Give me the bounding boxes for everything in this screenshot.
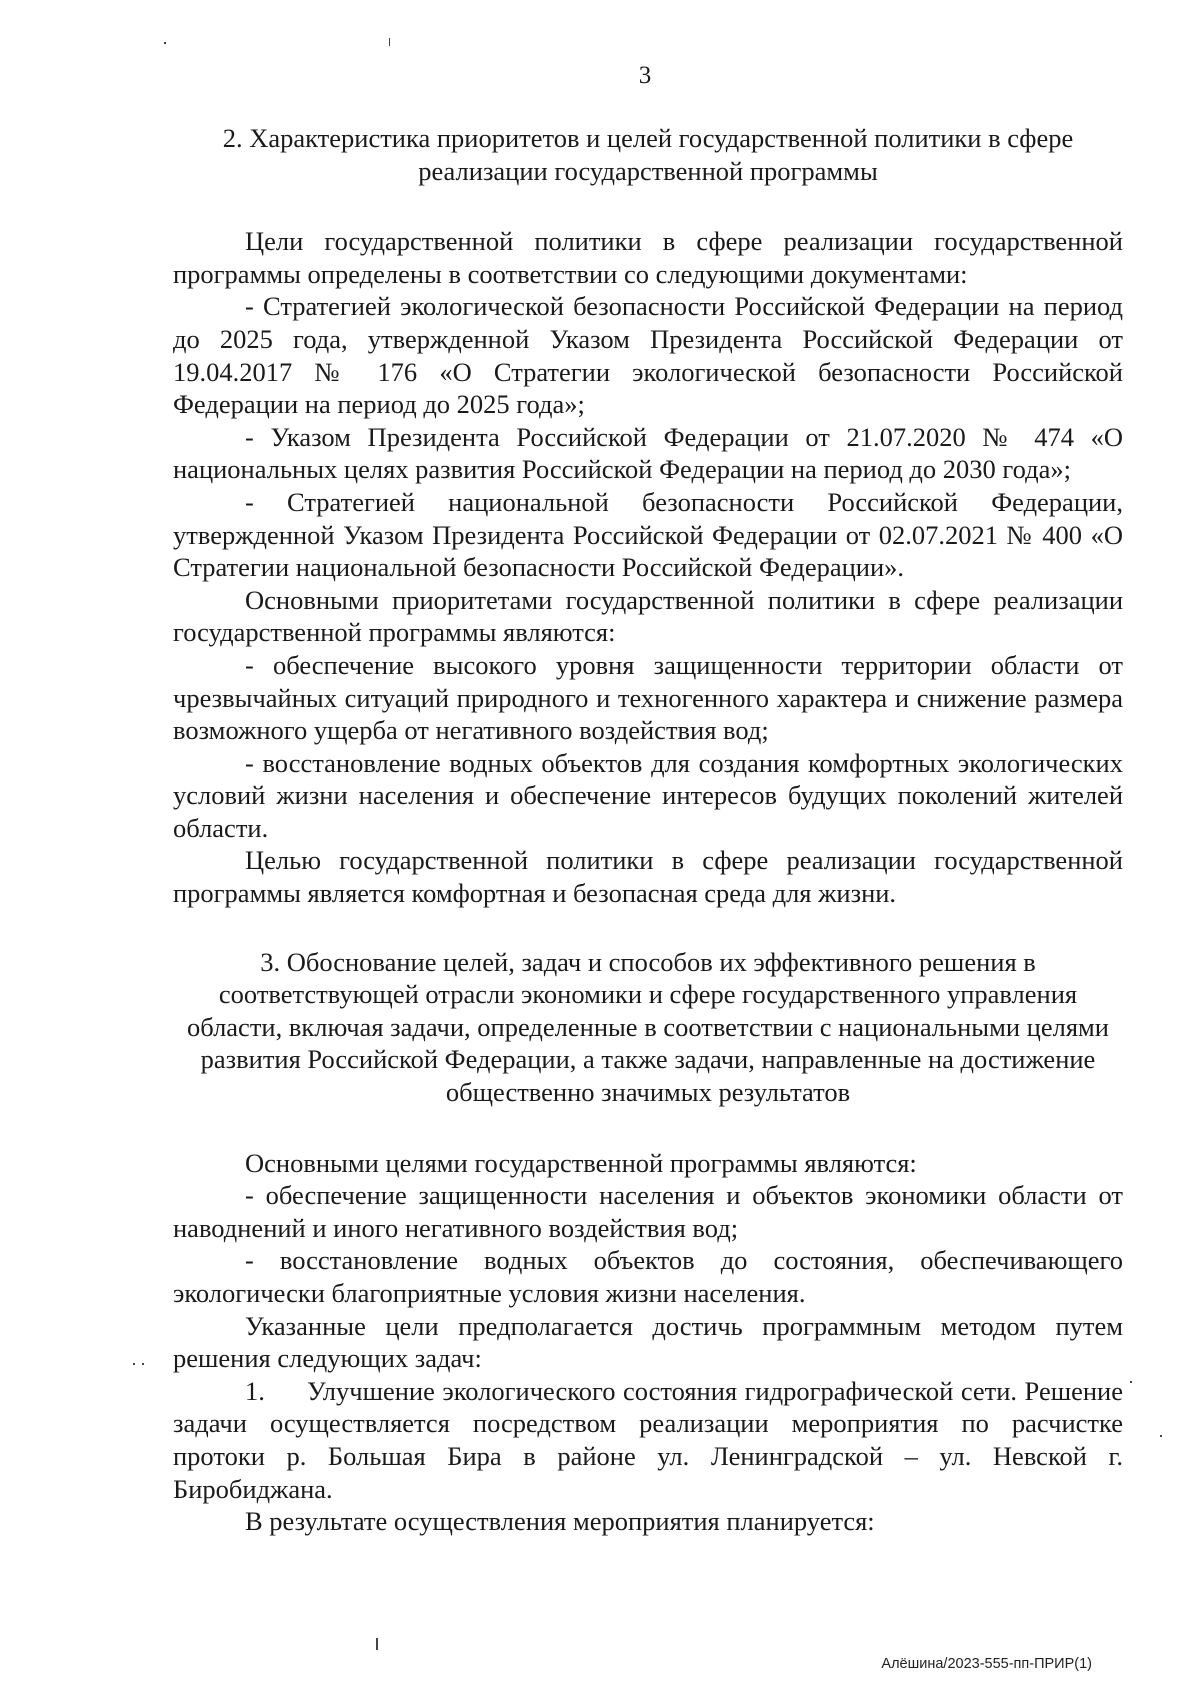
document-body [173, 122, 1123, 1538]
paragraph: Указанные цели предполагается достичь программным методом путем решения следующих задач: [173, 1310, 1123, 1374]
page-number: 3 [638, 62, 652, 89]
list-item: - обеспечение защищенности населения и объектов экономики области от наводнений и иного негативного воздействия вод; [173, 1180, 1123, 1243]
list-item: - Стратегией национальной безопасности Российской Федерации, утвержденной Указом Президента Российской Федерации от 02.07.2021 № 400 «О Стратегии национальной безопасности Российской Федерации». [173, 486, 1123, 583]
list-item: - Указом Президента Российской Федерации от 21.07.2020 № 474 «О национальных целях развития Российской Федерации на период до 2030 года»; [173, 421, 1123, 485]
scan-speck [376, 1638, 378, 1650]
scan-speck [142, 1363, 144, 1365]
document-code: Алёшина/2023-555-пп-ПРИР(1) [881, 1656, 1092, 1672]
paragraph: Основными целями государственной программы являются: [245, 1147, 917, 1178]
list-item: - Стратегией экологической безопасности Российской Федерации на период до 2025 года, утвержденной Указом Президента Российской Федерации от 19.04.2017 № 176 «О Стратегии экологической безопасности Российской Федерации на период до 2025 года»; [173, 291, 1123, 420]
paragraph: Цели государственной политики в сфере реализации государственной программы определены в соответствии со следующими документами: [173, 226, 1123, 289]
item-text: Улучшение экологического состояния гидрографической сети. Решение задачи осуществляется посредством реализации мероприятия по расчистке протоки р. Большая Бира в районе ул. Ленинградской – ул. Невской г. Биробиджана. [173, 1375, 1123, 1504]
scan-speck [1160, 1435, 1162, 1437]
section-2-heading: 2. Характеристика приоритетов и целей государственной политики в сфере реализации государственной программы [222, 123, 1074, 186]
paragraph: Основными приоритетами государственной политики в сфере реализации государственной программы являются: [173, 584, 1123, 648]
item-number: 1. [245, 1375, 265, 1406]
numbered-item [173, 1375, 1123, 1505]
section-3-heading: 3. Обоснование целей, задач и способов их эффективного решения в соответствующей отрасли экономики и сфере государственного управления области, включая задачи, определенные в соответствии с национальными целями развития Российской Федерации, а также задачи, направленные на достижение общественно значимых результатов [187, 946, 1109, 1108]
scan-speck [133, 1363, 135, 1365]
paragraph: Целью государственной политики в сфере реализации государственной программы является комфортная и безопасная среда для жизни. [173, 845, 1123, 909]
list-item: - восстановление водных объектов до состояния, обеспечивающего экологически благоприятные условия жизни населения. [173, 1245, 1123, 1308]
list-item: - обеспечение высокого уровня защищенности территории области от чрезвычайных ситуаций природного и техногенного характера и снижение размера возможного ущерба от негативного воздействия вод; [173, 649, 1123, 746]
list-item: - восстановление водных объектов для создания комфортных экологических условий жизни населения и обеспечение интересов будущих поколений жителей области. [173, 747, 1123, 843]
scan-speck [389, 38, 390, 46]
paragraph: В результате осуществления мероприятия планируется: [245, 1506, 875, 1537]
scan-speck [1130, 1381, 1132, 1383]
scan-speck [164, 42, 166, 44]
